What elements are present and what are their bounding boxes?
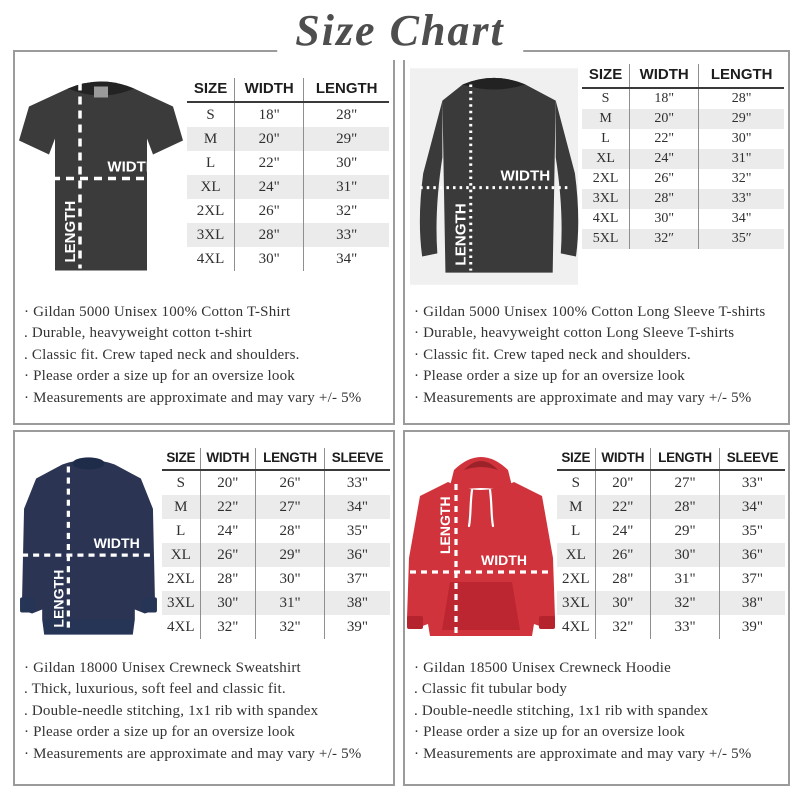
table-cell: 28" bbox=[256, 519, 325, 543]
column-header: SIZE bbox=[582, 64, 630, 88]
table-cell: L bbox=[176, 522, 186, 539]
table-cell: 30" bbox=[200, 591, 256, 615]
table-row bbox=[557, 519, 785, 543]
bullet-item: · Gildan 18000 Unisex Crewneck Sweatshirt bbox=[24, 659, 301, 676]
table-cell: L bbox=[571, 522, 581, 539]
size-table bbox=[162, 448, 390, 639]
table-row bbox=[187, 175, 389, 199]
feature-list bbox=[15, 294, 393, 411]
length-label: LENGTH bbox=[49, 569, 66, 628]
table-cell: 18" bbox=[630, 88, 699, 109]
tshirt-image-wrap bbox=[15, 52, 187, 294]
bullet-item: · Gildan 18500 Unisex Crewneck Hoodie bbox=[414, 659, 671, 676]
table-cell: 28" bbox=[595, 567, 651, 591]
bullet-item: . Classic fit tubular body bbox=[414, 681, 568, 697]
length-label: LENGTH bbox=[62, 200, 79, 263]
bullet-item: · Gildan 5000 Unisex 100% Cotton T-Shirt bbox=[24, 303, 291, 320]
table-cell: 32" bbox=[699, 169, 784, 189]
table-cell: 24" bbox=[630, 149, 699, 169]
bullet-item: · Please order a size up for an oversize look bbox=[24, 724, 295, 740]
sweatshirt-panel bbox=[13, 430, 395, 786]
size-table bbox=[582, 64, 784, 249]
table-cell: 30" bbox=[304, 151, 389, 175]
table-cell: 31" bbox=[256, 591, 325, 615]
table-cell: 38" bbox=[324, 591, 390, 615]
table-cell: 3XL bbox=[196, 226, 225, 243]
table-cell: 18" bbox=[235, 102, 304, 127]
table-cell: M bbox=[203, 130, 218, 147]
sweatshirt-table-wrap bbox=[162, 448, 390, 650]
table-row bbox=[187, 223, 389, 247]
table-cell: 31" bbox=[304, 175, 389, 199]
bullet-item: · Durable, heavyweight cotton Long Sleeve T-shirts bbox=[414, 325, 735, 341]
longsleeve-panel bbox=[403, 50, 790, 425]
table-cell: 4XL bbox=[167, 618, 195, 635]
table-cell: 3XL bbox=[562, 594, 590, 611]
bullet-item: · Measurements are approximate and may vary +/- 5% bbox=[24, 389, 362, 406]
table-cell: 27" bbox=[256, 495, 325, 519]
table-cell: 26" bbox=[630, 169, 699, 189]
table-row bbox=[162, 567, 390, 591]
table-cell: 37" bbox=[324, 567, 390, 591]
table-row bbox=[162, 470, 390, 495]
column-header: WIDTH bbox=[630, 64, 699, 88]
table-cell: 30" bbox=[256, 567, 325, 591]
table-row bbox=[187, 102, 389, 127]
bullet-item: · Please order a size up for an oversize look bbox=[414, 368, 685, 384]
feature-list bbox=[405, 294, 788, 411]
sweatshirt-panel-top bbox=[15, 432, 393, 650]
table-cell: 38" bbox=[719, 591, 785, 615]
length-label: LENGTH bbox=[452, 203, 470, 266]
table-cell: 30" bbox=[651, 543, 720, 567]
table-cell: 33" bbox=[304, 223, 389, 247]
table-cell: 28" bbox=[699, 88, 784, 109]
feature-list bbox=[405, 650, 788, 767]
table-cell: 22" bbox=[200, 495, 256, 519]
column-header: SIZE bbox=[162, 448, 200, 470]
table-cell: 30" bbox=[235, 247, 304, 271]
table-cell: 29" bbox=[651, 519, 720, 543]
table-cell: 33" bbox=[699, 189, 784, 209]
width-label: WIDTH bbox=[481, 552, 527, 568]
table-row bbox=[162, 543, 390, 567]
table-cell: XL bbox=[596, 151, 615, 166]
sweatshirt-image-wrap bbox=[15, 432, 162, 650]
table-cell: 32" bbox=[256, 615, 325, 639]
table-header-row bbox=[187, 78, 389, 102]
table-cell: 5XL bbox=[592, 231, 619, 246]
table-row bbox=[582, 129, 784, 149]
table-cell: 36" bbox=[719, 543, 785, 567]
table-cell: 32" bbox=[595, 615, 651, 639]
table-cell: 35" bbox=[324, 519, 390, 543]
table-row bbox=[582, 189, 784, 209]
table-row bbox=[557, 495, 785, 519]
table-cell: 22" bbox=[235, 151, 304, 175]
table-cell: S bbox=[176, 474, 185, 491]
table-row bbox=[557, 615, 785, 639]
table-cell: 32" bbox=[200, 615, 256, 639]
table-row bbox=[187, 247, 389, 271]
table-row bbox=[582, 169, 784, 189]
table-cell: XL bbox=[565, 546, 586, 563]
table-row bbox=[582, 88, 784, 109]
column-header: WIDTH bbox=[200, 448, 256, 470]
longsleeve-image bbox=[408, 60, 580, 288]
table-cell: 28" bbox=[651, 495, 720, 519]
column-header: SIZE bbox=[187, 78, 235, 102]
table-cell: 2XL bbox=[592, 171, 619, 186]
table-header-row bbox=[162, 448, 390, 470]
table-row bbox=[187, 127, 389, 151]
table-cell: 31" bbox=[651, 567, 720, 591]
size-table bbox=[187, 78, 389, 271]
table-cell: 32″ bbox=[630, 229, 699, 249]
hoodie-image bbox=[406, 440, 556, 652]
table-cell: 35″ bbox=[699, 229, 784, 249]
hoodie-image-wrap bbox=[405, 432, 557, 650]
tshirt-image bbox=[16, 60, 186, 286]
table-cell: 22" bbox=[595, 495, 651, 519]
table-cell: 20" bbox=[630, 109, 699, 129]
table-cell: 34" bbox=[324, 495, 390, 519]
table-cell: 22" bbox=[630, 129, 699, 149]
length-label: LENGTH bbox=[437, 496, 453, 554]
table-header-row bbox=[557, 448, 785, 470]
column-header: LENGTH bbox=[304, 78, 389, 102]
table-cell: 3XL bbox=[592, 191, 619, 206]
bullet-item: · Gildan 5000 Unisex 100% Cotton Long Sleeve T-shirts bbox=[414, 303, 766, 320]
table-cell: XL bbox=[170, 546, 191, 563]
table-cell: 34" bbox=[699, 209, 784, 229]
table-cell: S bbox=[206, 106, 215, 123]
column-header: WIDTH bbox=[595, 448, 651, 470]
column-header: LENGTH bbox=[651, 448, 720, 470]
table-cell: 28" bbox=[200, 567, 256, 591]
table-cell: 34" bbox=[304, 247, 389, 271]
table-cell: 36" bbox=[324, 543, 390, 567]
table-cell: 29" bbox=[699, 109, 784, 129]
table-cell: L bbox=[601, 131, 610, 146]
column-header: LENGTH bbox=[699, 64, 784, 88]
table-cell: 24" bbox=[595, 519, 651, 543]
table-cell: 33" bbox=[651, 615, 720, 639]
table-cell: 29" bbox=[256, 543, 325, 567]
page-title: Size Chart bbox=[277, 2, 523, 60]
table-cell: M bbox=[174, 498, 188, 515]
table-cell: 34" bbox=[719, 495, 785, 519]
table-cell: M bbox=[569, 498, 583, 515]
bullet-item: · Measurements are approximate and may vary +/- 5% bbox=[414, 745, 752, 762]
table-row bbox=[187, 151, 389, 175]
tshirt-table-wrap bbox=[187, 78, 389, 294]
feature-list bbox=[15, 650, 393, 767]
table-cell: 28" bbox=[235, 223, 304, 247]
table-row bbox=[557, 567, 785, 591]
bullet-item: . Thick, luxurious, soft feel and classic fit. bbox=[24, 681, 286, 697]
column-header: LENGTH bbox=[256, 448, 325, 470]
table-cell: 29" bbox=[304, 127, 389, 151]
table-row bbox=[582, 229, 784, 249]
table-cell: 39" bbox=[719, 615, 785, 639]
bullet-item: · Measurements are approximate and may vary +/- 5% bbox=[24, 745, 362, 762]
bullet-item: . Double-needle stitching, 1x1 rib with spandex bbox=[414, 702, 709, 719]
hoodie-panel bbox=[403, 430, 790, 786]
table-cell: S bbox=[601, 91, 610, 106]
bullet-item: . Durable, heavyweight cotton t-shirt bbox=[24, 325, 253, 341]
table-row bbox=[162, 591, 390, 615]
table-cell: 26" bbox=[595, 543, 651, 567]
table-cell: 27" bbox=[651, 470, 720, 495]
table-cell: 2XL bbox=[196, 202, 225, 219]
table-cell: 26" bbox=[256, 470, 325, 495]
table-cell: 30" bbox=[630, 209, 699, 229]
table-row bbox=[582, 209, 784, 229]
table-row bbox=[162, 495, 390, 519]
size-table bbox=[557, 448, 785, 639]
table-row bbox=[162, 519, 390, 543]
table-cell: 24" bbox=[200, 519, 256, 543]
bullet-item: · Please order a size up for an oversize look bbox=[414, 724, 685, 740]
longsleeve-image-wrap bbox=[405, 52, 582, 294]
table-cell: 20" bbox=[595, 470, 651, 495]
table-cell: 30" bbox=[595, 591, 651, 615]
table-cell: 28" bbox=[304, 102, 389, 127]
hoodie-table-wrap bbox=[557, 448, 785, 650]
table-row bbox=[582, 109, 784, 129]
table-cell: L bbox=[205, 154, 216, 171]
table-cell: 4XL bbox=[196, 250, 225, 267]
table-row bbox=[557, 470, 785, 495]
table-cell: 31" bbox=[699, 149, 784, 169]
table-header-row bbox=[582, 64, 784, 88]
table-row bbox=[162, 615, 390, 639]
table-cell: 3XL bbox=[167, 594, 195, 611]
bullet-item: · Please order a size up for an oversize look bbox=[24, 368, 295, 384]
table-cell: 32" bbox=[651, 591, 720, 615]
table-row bbox=[557, 591, 785, 615]
bullet-item: . Double-needle stitching, 1x1 rib with spandex bbox=[24, 702, 319, 719]
bullet-item: · Classic fit. Crew taped neck and shoulders. bbox=[414, 346, 691, 363]
table-cell: 37" bbox=[719, 567, 785, 591]
width-label: WIDTH bbox=[107, 158, 157, 176]
table-cell: S bbox=[571, 474, 580, 491]
table-cell: XL bbox=[200, 178, 221, 195]
column-header: SLEEVE bbox=[324, 448, 390, 470]
column-header: WIDTH bbox=[235, 78, 304, 102]
table-cell: 30" bbox=[699, 129, 784, 149]
table-cell: 39" bbox=[324, 615, 390, 639]
table-cell: M bbox=[599, 111, 612, 126]
table-row bbox=[557, 543, 785, 567]
table-cell: 2XL bbox=[562, 570, 590, 587]
table-cell: 33" bbox=[324, 470, 390, 495]
table-cell: 26" bbox=[200, 543, 256, 567]
hoodie-panel-top bbox=[405, 432, 788, 650]
table-cell: 33" bbox=[719, 470, 785, 495]
sweatshirt-image bbox=[16, 440, 162, 647]
width-label: WIDTH bbox=[500, 167, 550, 185]
table-cell: 4XL bbox=[592, 211, 619, 226]
bullet-item: · Measurements are approximate and may vary +/- 5% bbox=[414, 389, 752, 406]
table-row bbox=[582, 149, 784, 169]
column-header: SLEEVE bbox=[719, 448, 785, 470]
tshirt-panel-top bbox=[15, 52, 393, 294]
table-cell: 4XL bbox=[562, 618, 590, 635]
longsleeve-table-wrap bbox=[582, 64, 784, 294]
table-cell: 32" bbox=[304, 199, 389, 223]
table-cell: 35" bbox=[719, 519, 785, 543]
bullet-item: . Classic fit. Crew taped neck and shoulders. bbox=[24, 346, 300, 363]
width-label: WIDTH bbox=[93, 535, 140, 552]
table-cell: 26" bbox=[235, 199, 304, 223]
tshirt-panel bbox=[13, 50, 395, 425]
table-row bbox=[187, 199, 389, 223]
longsleeve-panel-top bbox=[405, 52, 788, 294]
table-cell: 2XL bbox=[167, 570, 195, 587]
table-cell: 28" bbox=[630, 189, 699, 209]
table-cell: 24" bbox=[235, 175, 304, 199]
table-cell: 20" bbox=[200, 470, 256, 495]
column-header: SIZE bbox=[557, 448, 595, 470]
table-cell: 20" bbox=[235, 127, 304, 151]
